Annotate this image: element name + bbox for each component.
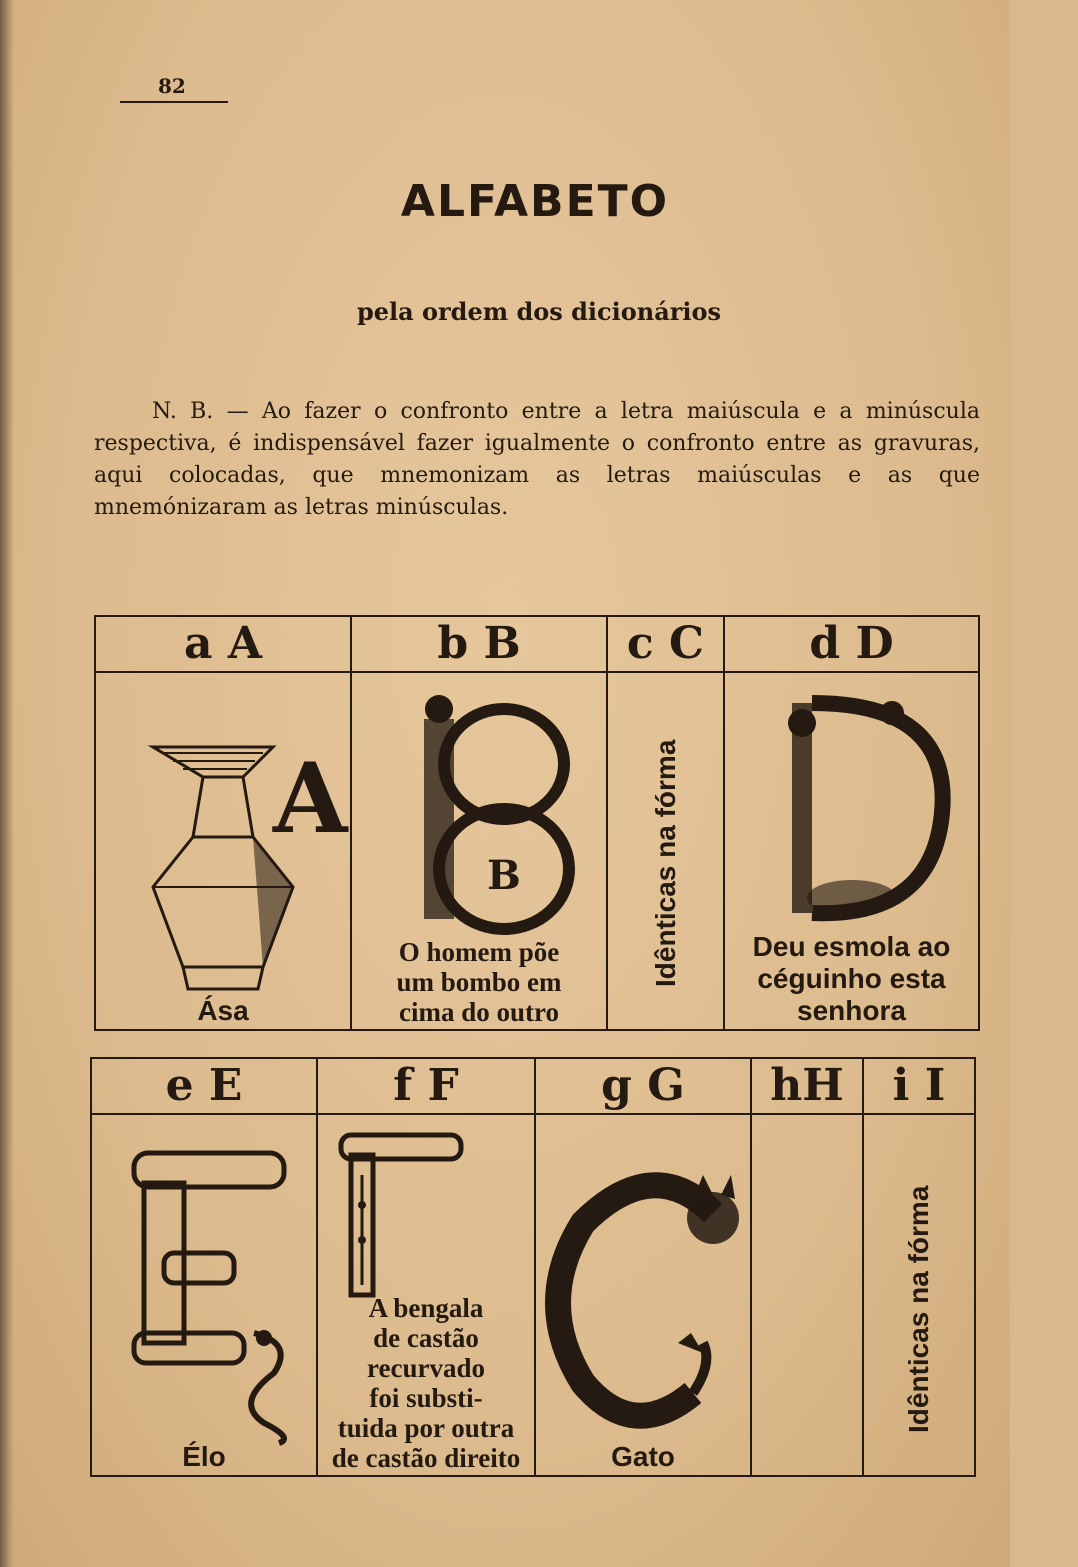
caption-b-line2: um bombo em	[396, 967, 562, 997]
letter-cell-f: f F	[317, 1058, 535, 1114]
illustration-row	[91, 1114, 975, 1476]
caption-f-line1: A bengala	[368, 1293, 484, 1323]
letter-cell-a: a A	[95, 616, 351, 672]
page-subtitle: pela ordem dos dicionários	[356, 297, 722, 326]
caption-d-line3: senhora	[797, 995, 906, 1026]
vertical-text-wrap-i	[864, 1115, 974, 1475]
caption-d-line1: Deu esmola ao	[752, 931, 951, 962]
vertical-text-wrap-c	[608, 673, 723, 1029]
letter-cell-b: b B	[351, 616, 607, 672]
cane-icon	[321, 1125, 531, 1295]
beggar-icon	[742, 683, 962, 933]
illustration-cell-e	[91, 1114, 317, 1476]
branch-snake-icon	[104, 1143, 304, 1443]
caption-g: Gato	[611, 1441, 675, 1472]
drums-icon	[369, 689, 589, 939]
caption-b-line3: cima do outro	[399, 997, 559, 1027]
cat-icon	[543, 1163, 743, 1443]
alphabet-table-efghi	[90, 1057, 976, 1477]
letter-cell-h: hH	[751, 1058, 863, 1114]
identical-form-text-i: Idênticas na fórma	[903, 1185, 934, 1433]
caption-f-line6: de castão direito	[331, 1443, 521, 1473]
illustration-cell-a	[95, 672, 351, 1030]
caption-f-line4: foi substi-	[369, 1383, 483, 1413]
letter-header-row	[95, 616, 979, 672]
note-paragraph	[94, 396, 980, 524]
illustration-row	[95, 672, 979, 1030]
note-lead: N. B. —	[152, 399, 262, 424]
svg-text:B: B	[487, 852, 521, 899]
letter-cell-i: i I	[863, 1058, 975, 1114]
caption-a: Ásа	[197, 995, 249, 1026]
note-text: Ao fazer o confronto entre a letra maiúscula e a minúscula respectiva, é indispensável fazer igualmente o confronto entre as gravuras, aqui colocadas, que mnemonizam as letras maiúsculas e as que mnemónizaram as letras minúsculas.	[94, 399, 980, 520]
identical-form-text-c: Idênticas na fórma	[649, 739, 681, 987]
illustration-cell-b	[351, 672, 607, 1030]
illustration-cell-d	[724, 672, 979, 1030]
illustration-cell-i	[863, 1114, 975, 1476]
illustration-cell-f	[317, 1114, 535, 1476]
letter-cell-g: g G	[535, 1058, 751, 1114]
alphabet-table-abcd	[94, 615, 980, 1031]
letter-header-row	[91, 1058, 975, 1114]
caption-f-line3: recurvado	[367, 1353, 485, 1383]
illustration-cell-h	[751, 1114, 863, 1476]
caption-f-line2: de castão	[373, 1323, 479, 1353]
page-number: 82	[158, 74, 186, 98]
illustration-cell-c	[607, 672, 724, 1030]
page-title: ALFABETO	[400, 176, 670, 227]
caption-f-line5: tuida por outra	[337, 1413, 515, 1443]
letter-cell-c: c C	[607, 616, 724, 672]
page-number-rule	[120, 101, 228, 103]
letter-cell-e: e E	[91, 1058, 317, 1114]
page-binding-shadow	[0, 0, 14, 1567]
svg-text:A: A	[273, 742, 348, 855]
caption-d-line2: céguinho esta	[757, 963, 946, 994]
illustration-cell-g	[535, 1114, 751, 1476]
letter-cell-d: d D	[724, 616, 979, 672]
caption-b-line1: O homem põe	[398, 937, 560, 967]
caption-e: Élo	[182, 1441, 226, 1472]
vase-icon	[123, 727, 348, 997]
